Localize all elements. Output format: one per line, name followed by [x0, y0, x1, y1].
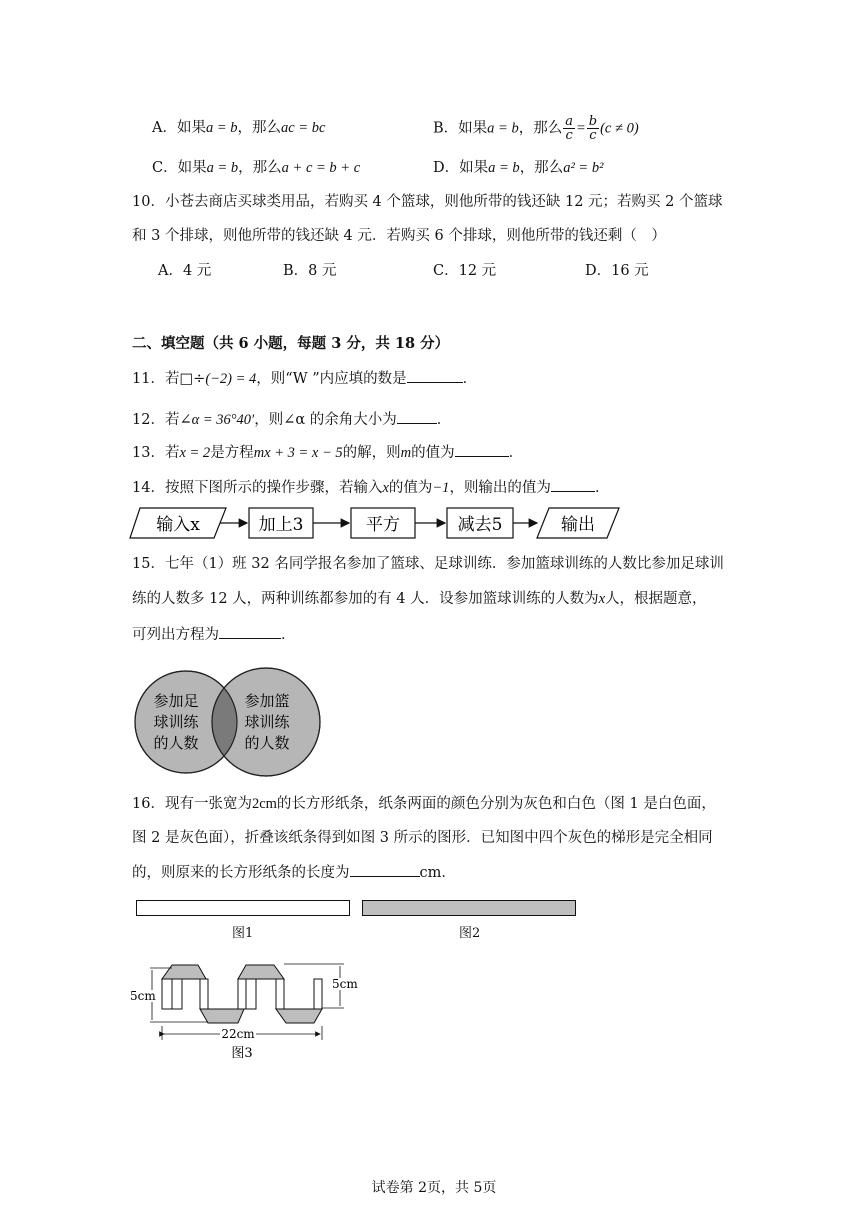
q13: 13．若x = 2是方程mx + 3 = x − 5的解，则m的值为 ． [132, 442, 523, 463]
answer-blank[interactable] [407, 368, 463, 383]
q10-option-c: C．12 元 [433, 263, 497, 279]
answer-blank[interactable] [219, 624, 281, 639]
q10-option-d: D．16 元 [585, 263, 649, 279]
fig1-caption: 图1 [232, 926, 254, 941]
venn-left-text: 的人数 [153, 734, 199, 752]
q14: 14．按照下图所示的操作步骤，若输入x的值为−1，则输出的值为 ． [132, 477, 609, 498]
answer-blank[interactable] [397, 409, 437, 424]
q15-venn-diagram [134, 667, 324, 779]
fig2-caption: 图2 [459, 926, 481, 941]
q14-flowchart [128, 504, 628, 544]
q9-option-d: D．如果a = b，那么a² = b² [433, 160, 604, 176]
fig3-dim-left: 5cm [130, 989, 156, 1003]
flow-step-subtract-label: 减去5 [457, 515, 503, 535]
q12: 12．若∠α = 36°40′，则∠α 的余角大小为 ． [132, 409, 451, 430]
answer-blank[interactable] [551, 477, 595, 492]
fig3-dim-bottom: 22cm [221, 1027, 255, 1041]
venn-right-text: 的人数 [244, 734, 290, 752]
flow-input-label: 输入x [156, 515, 200, 535]
q9-option-b: B．如果a = b，那么 $\frac{a}{c}$ = $\frac{b}{c}$ (c ≠ 0) [433, 114, 639, 143]
flow-step-square-label: 平方 [366, 515, 400, 535]
venn-left-text: 参加足 [153, 692, 199, 710]
q16-line3: 的，则原来的长方形纸条的长度为 cm． [132, 862, 456, 883]
q15-line3: 可列出方程为 ． [132, 624, 296, 645]
q10-line2: 和 3 个排球，则他所带的钱还缺 4 元．若购买 6 个排球，则他所带的钱还剩（ ） [132, 228, 666, 244]
fig3-strip-outline [162, 965, 322, 1023]
fig1-white-strip [136, 900, 350, 916]
q16-line1: 16．现有一张宽为2cm的长方形纸条，纸条两面的颜色分别为灰色和白色（图 1 是白色面， [132, 796, 716, 812]
venn-right-text: 球训练 [244, 713, 290, 731]
fig3-dim-right: 5cm [332, 977, 358, 991]
q15-line2: 练的人数多 12 人，两种训练都参加的有 4 人．设参加篮球训练的人数为x人，根据题意， [132, 591, 707, 607]
fig2-gray-strip [362, 900, 576, 916]
flow-output-label: 输出 [561, 515, 595, 535]
fig3-folded-strip [128, 956, 368, 1066]
venn-left-text: 球训练 [153, 713, 199, 731]
q9-option-c: C．如果a = b，那么a + c = b + c [152, 160, 361, 176]
q10-line1: 10．小苍去商店买球类用品，若购买 4 个篮球，则他所带的钱还缺 12 元；若购买 2 个篮球 [132, 194, 723, 210]
flow-step-add-label: 加上3 [258, 515, 304, 535]
q9-option-a: A．如果a = b，那么ac = bc [152, 120, 326, 136]
answer-blank[interactable] [455, 442, 509, 457]
venn-right-text: 参加篮 [244, 692, 290, 710]
q10-option-b: B．8 元 [283, 263, 337, 279]
page-footer: 试卷第 2页，共 5页 [371, 1180, 497, 1196]
q10-option-a: A．4 元 [158, 263, 212, 279]
q15-line1: 15．七年（1）班 32 名同学报名参加了篮球、足球训练．参加篮球训练的人数比参加足球训 [132, 556, 724, 572]
q16-line2: 图 2 是灰色面），折叠该纸条得到如图 3 所示的图形．已知图中四个灰色的梯形是完全相同 [132, 830, 713, 846]
fig3-caption: 图3 [231, 1046, 253, 1061]
q11: 11．若□÷(−2) = 4，则“W ”内应填的数是 ． [132, 368, 477, 389]
section-title: 二、填空题（共 6 小题，每题 3 分，共 18 分） [132, 335, 450, 352]
answer-blank[interactable] [350, 862, 420, 877]
